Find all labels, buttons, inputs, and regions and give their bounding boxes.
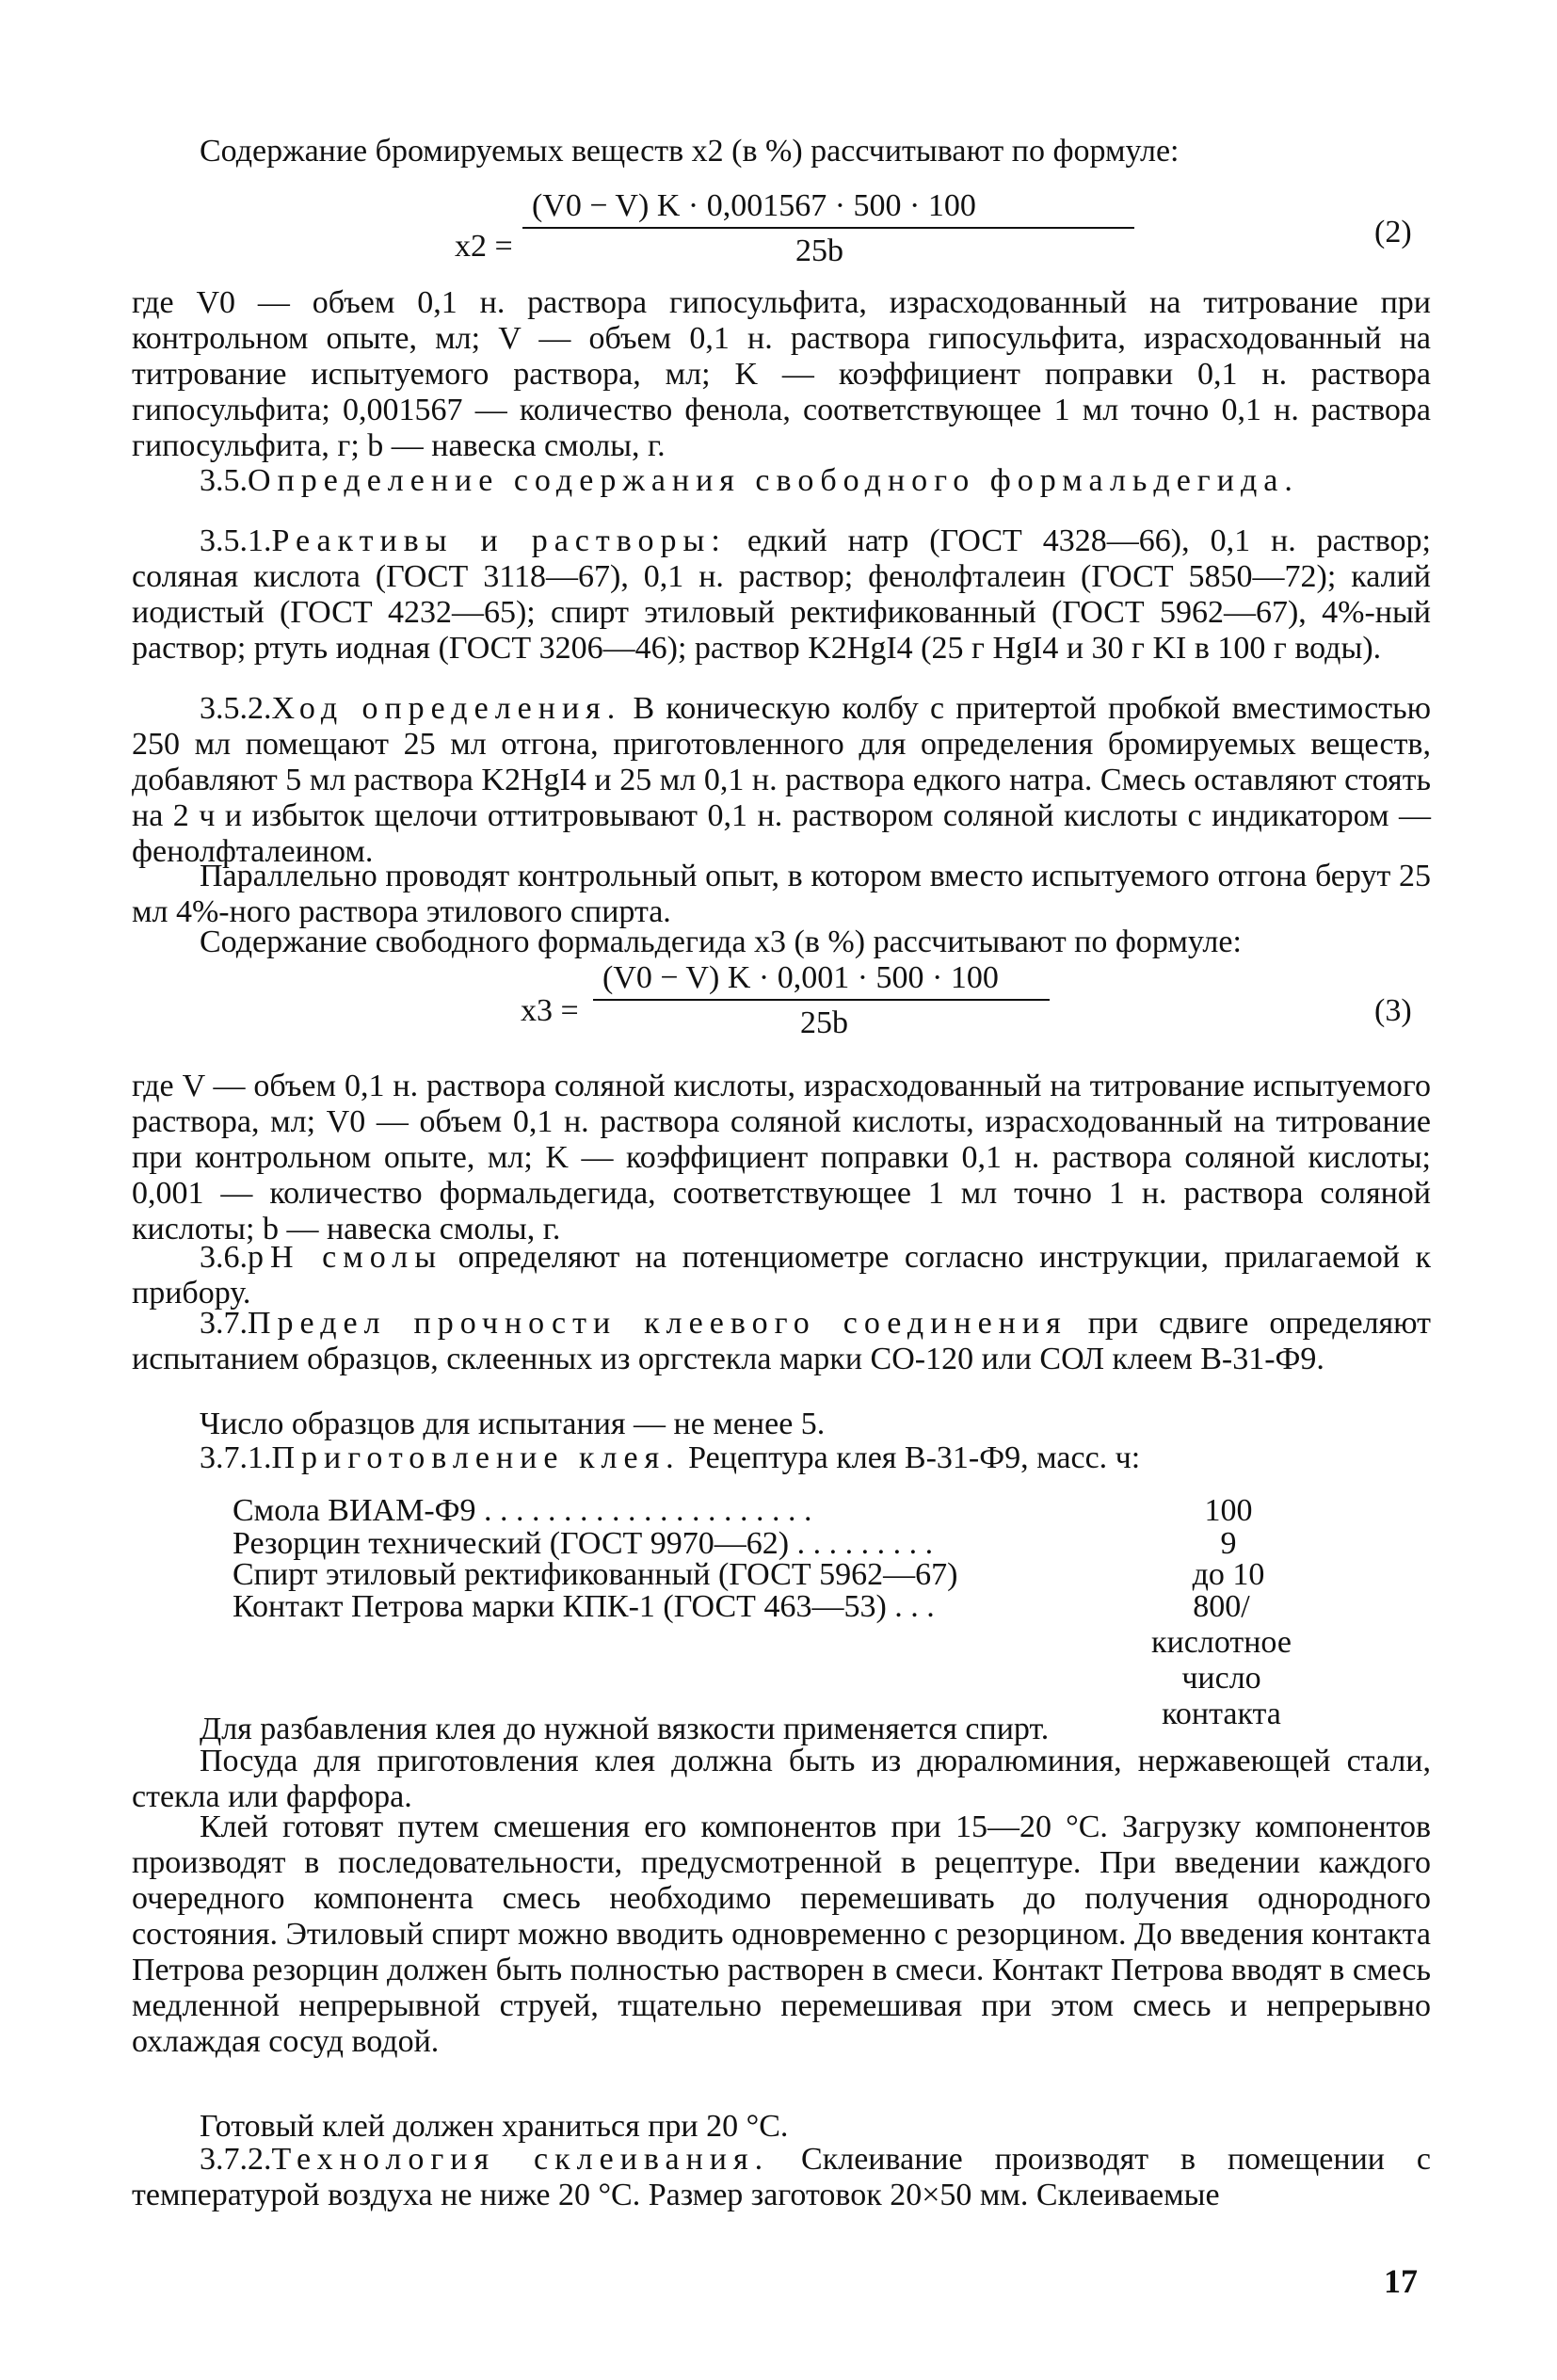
section-3-5-2-title: Ход определения. [271,691,622,726]
section-3-5 [132,463,1431,499]
formula-3-numerator: (V0 − V) K · 0,001 · 500 · 100 [602,960,999,995]
formula-3-fraction-bar [593,999,1050,1001]
formula-3-denominator: 25b [800,1005,848,1040]
formula-2-lhs: x2 = [455,229,513,264]
recipe-item-value: 100 [1204,1493,1253,1528]
section-3-5-2-number: 3.5.2. [200,691,272,726]
recipe-item-name: Спирт этиловый ректификованный (ГОСТ 5962—67) [233,1557,958,1592]
formula-2-fraction-bar [522,227,1134,229]
paragraph-sample-count: Число образцов для испытания — не менее 5. [200,1407,826,1441]
section-3-7-1-title: Приготовление клея. [271,1440,681,1475]
section-3-7-number: 3.7. [200,1306,248,1341]
section-3-6-title: pH смолы [248,1240,443,1275]
recipe-item-value: 800/кислотное число контакта [1151,1589,1292,1731]
section-3-5-1 [132,523,1431,667]
section-3-6-number: 3.6. [200,1240,248,1275]
formula-3-number: (3) [1374,993,1412,1028]
recipe-item-value: 9 [1220,1526,1237,1561]
section-3-5-2 [132,691,1431,870]
formula-3-legend: где V — объем 0,1 н. раствора соляной кислоты, израсходованный на титрование испытуемого раствора, мл; V0 — объем 0,1 н. раствора соляной кислоты, израсходованный на титрование при контрольном опыте, мл; K — коэффициент поправки 0,1 н. раствора соляной кислоты; 0,001 — количество формальдегида, соответствующее 1 мл точно 1 н. раствора соляной кислоты; b — навеска смолы, г. [132,1069,1431,1246]
section-3-5-1-text: едкий натр (ГОСТ 4328—66), 0,1 н. раствор; соляная кислота (ГОСТ 3118—67), 0,1 н. раствор; фенолфталеин (ГОСТ 5850—72); калий иодистый (ГОСТ 4232—65); спирт этиловый ректификованный (ГОСТ 5962—67), 4%-ный раствор; ртуть иодная (ГОСТ 3206—46); раствор K2HgI4 (25 г HgI4 и 30 г KI в 100 г воды). [132,523,1431,666]
paragraph-storage: Готовый клей должен храниться при 20 °С. [200,2109,789,2144]
formula-intro-bromine: Содержание бромируемых веществ x2 (в %) рассчитывают по формуле: [200,134,1180,169]
formula-2-numerator: (V0 − V) K · 0,001567 · 500 · 100 [532,188,976,223]
formula-2-number: (2) [1374,215,1412,249]
recipe-item-name: Резорцин технический (ГОСТ 9970—62) . . . . . . . . . [233,1526,934,1561]
section-3-7-2-number: 3.7.2. [200,2142,272,2177]
page-number: 17 [1384,2262,1418,2300]
section-3-6 [132,1240,1431,1311]
section-3-5-1-number: 3.5.1. [200,523,272,558]
paragraph-control-test: Параллельно проводят контрольный опыт, в котором вместо испытуемого отгона берут 25 мл 4%-ного раствора этилового спирта. [132,859,1431,929]
recipe-item-value: до 10 [1192,1557,1265,1592]
section-3-7-title: Предел прочности клеевого соединения [248,1306,1067,1341]
section-3-7-2 [132,2142,1431,2213]
section-3-7-2-title: Технология склеивания. [271,2142,770,2177]
section-3-7-1-text: Рецептура клея В-31-Ф9, масс. ч: [680,1440,1141,1475]
formula-intro-formaldehyde: Содержание свободного формальдегида x3 (в %) рассчитывают по формуле: [200,925,1242,959]
recipe-item-name: Контакт Петрова марки КПК-1 (ГОСТ 463—53) . . . [233,1589,935,1624]
section-3-6-text: определяют на потенциометре согласно инструкции, прилагаемой к прибору. [132,1240,1431,1311]
section-3-7-text: при сдвиге определяют испытанием образцов, склеенных из оргстекла марки СО-120 или СОЛ клеем В-31-Ф9. [132,1306,1431,1376]
section-3-7-2-text: Склеивание производят в помещении с температурой воздуха не ниже 20 °С. Размер заготовок 20×50 мм. Склеиваемые [132,2142,1431,2212]
section-3-5-2-text: В коническую колбу с притертой пробкой вместимостью 250 мл помещают 25 мл отгона, приготовленного для определения бромируемых веществ, добавляют 5 мл раствора K2HgI4 и 25 мл 0,1 н. раствора едкого натра. Смесь оставляют стоять на 2 ч и избыток щелочи оттитровывают 0,1 н. раствором соляной кислоты с индикатором — фенолфталеином. [132,691,1431,869]
paragraph-preparation: Клей готовят путем смешения его компонентов при 15—20 °С. Загрузку компонентов производят в последовательности, предусмотренной в рецептуре. При введении каждого очередного компонента смесь необходимо перемешивать до получения однородного состояния. Этиловый спирт можно вводить одновременно с резорцином. До введения контакта Петрова резорцин должен быть полностью растворен в смеси. Контакт Петрова вводят в смесь медленной непрерывной струей, тщательно перемешивая при этом смесь и непрерывно охлаждая сосуд водой. [132,1809,1431,2059]
section-3-7-1 [132,1440,1431,1476]
formula-2-denominator: 25b [795,233,843,268]
paragraph-dilution: Для разбавления клея до нужной вязкости применяется спирт. [200,1712,1050,1746]
formula-3-lhs: x3 = [521,993,579,1028]
section-3-5-1-title: Реактивы и растворы: [271,523,727,558]
section-3-7-1-number: 3.7.1. [200,1440,272,1475]
paragraph-vessel: Посуда для приготовления клея должна быть из дюралюминия, нержавеющей стали, стекла или фарфора. [132,1744,1431,1814]
section-3-5-title: Определение содержания свободного формальдегида. [248,463,1299,498]
section-3-7 [132,1306,1431,1377]
formula-2-legend: где V0 — объем 0,1 н. раствора гипосульфита, израсходованный на титрование при контрольном опыте, мл; V — объем 0,1 н. раствора гипосульфита, израсходованный на титрование испытуемого раствора, мл; K — коэффициент поправки 0,1 н. раствора гипосульфита; 0,001567 — количество фенола, соответствующее 1 мл точно 0,1 н. раствора гипосульфита, г; b — навеска смолы, г. [132,285,1431,463]
section-3-5-number: 3.5. [200,463,248,498]
recipe-item-name: Смола ВИАМ-Ф9 . . . . . . . . . . . . . . . . . . . . . [233,1493,812,1528]
